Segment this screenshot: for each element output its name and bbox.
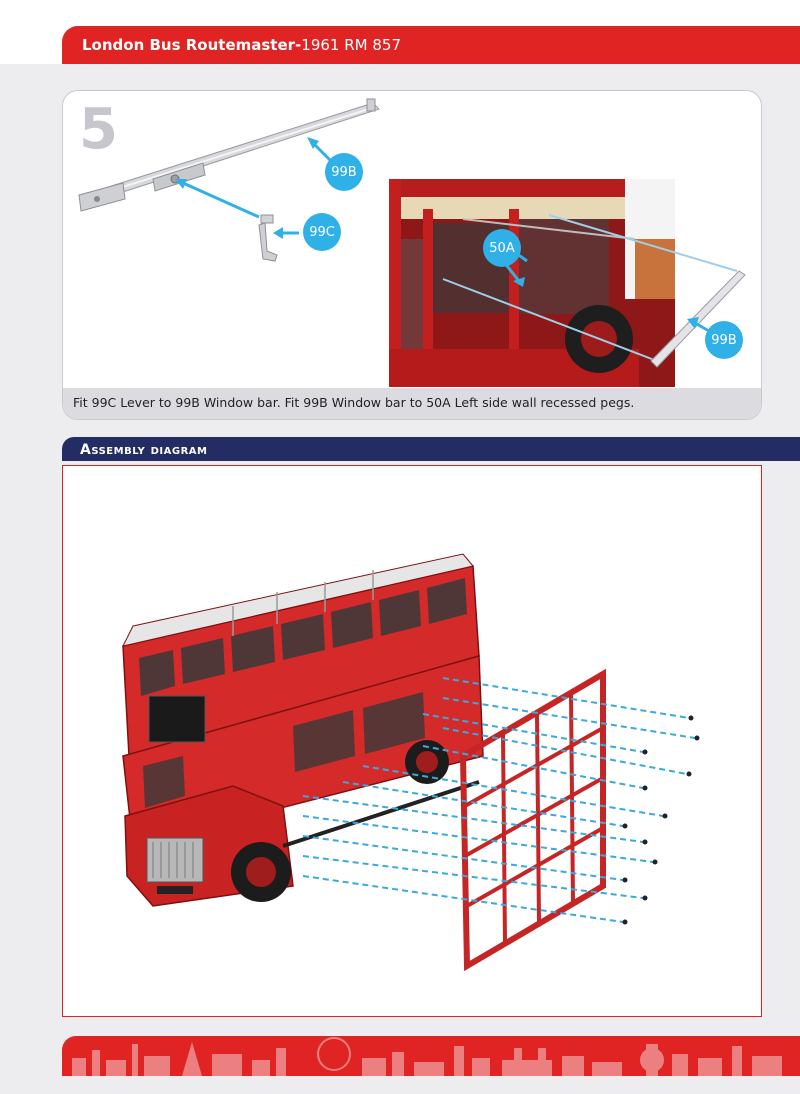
header-title-regular: 1961 RM 857 — [301, 36, 401, 54]
assembly-diagram-illustration — [63, 466, 760, 1015]
callout-99b-top: 99B — [325, 153, 363, 191]
step-caption-bar — [63, 388, 761, 419]
assembly-diagram-box — [62, 465, 762, 1017]
step-number: 5 — [79, 97, 118, 162]
screws — [623, 716, 700, 925]
step-caption: Fit 99C Lever to 99B Window bar. Fit 99B Window bar to 50A Left side wall recessed pegs. — [73, 395, 635, 410]
callout-50a: 50A — [483, 229, 521, 267]
callout-99c: 99C — [303, 213, 341, 251]
step-panel — [62, 90, 762, 420]
page-footer — [62, 1036, 800, 1076]
header-title — [82, 36, 401, 54]
header-title-bold: London Bus Routemaster- — [82, 36, 302, 54]
callout-99b-photo: 99B — [705, 321, 743, 359]
london-skyline-graphic — [62, 1036, 800, 1076]
bus-model — [123, 554, 483, 906]
photo-arrows — [63, 91, 762, 420]
page-header — [62, 26, 800, 64]
section-header — [62, 437, 800, 461]
section-title: Assembly diagram — [80, 442, 208, 458]
